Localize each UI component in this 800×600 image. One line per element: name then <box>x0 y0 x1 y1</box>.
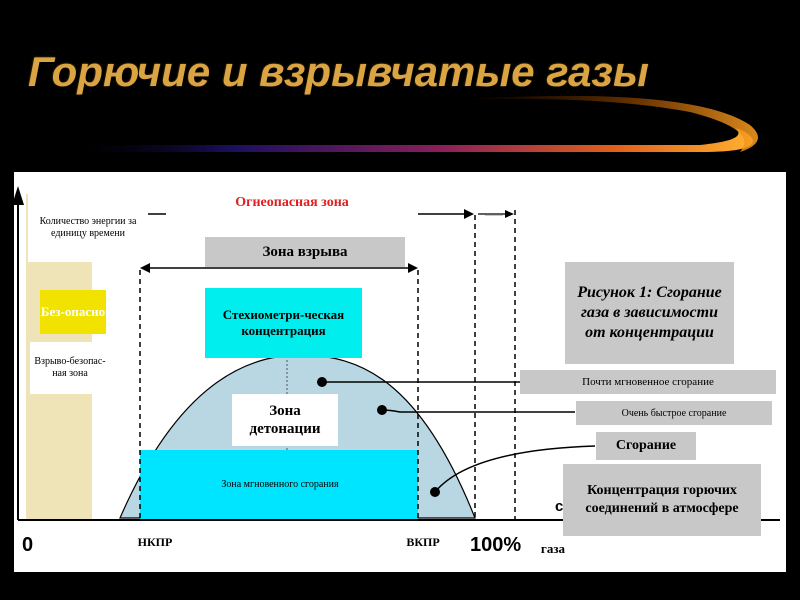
cut-letter: с <box>555 498 564 515</box>
legend-near-instant: Почти мгновенное сгорание <box>520 370 776 394</box>
nkpr-label: НКПР <box>124 530 186 554</box>
slide-title: Горючие и взрывчатые газы <box>28 48 649 95</box>
instant-zone-label: Зона мгновенного сгорания <box>221 478 339 490</box>
energy-label: Количество энергии за единицу времени <box>28 194 148 262</box>
explosion-safe-zone-label: Взрыво-безопас-ная зона <box>30 342 110 394</box>
stoichiometric-label: Стехиометри-ческая концентрация <box>205 288 362 358</box>
detonation-zone-label: Зона детонации <box>232 394 338 446</box>
vkpr-label: ВКПР <box>392 530 454 554</box>
fire-zone-label: Огнеопасная зона <box>166 188 418 218</box>
small-mark: ——— <box>485 213 503 219</box>
legend-combustion: Сгорание <box>596 432 696 460</box>
legend-very-fast: Очень быстрое сгорание <box>576 401 772 425</box>
explosion-zone-label: Зона взрыва <box>205 237 405 267</box>
axis-zero: 0 <box>22 534 34 556</box>
gas-label: газа <box>530 538 576 560</box>
y-axis-arrow <box>12 186 24 205</box>
safe-label: Без-опасно <box>40 290 106 334</box>
concentration-label: Концентрация горючих соединений в атмосфере <box>563 464 761 536</box>
axis-hundred: 100% <box>470 534 522 556</box>
figure-caption: Рисунок 1: Сгорание газа в зависимости от концентрации <box>565 262 734 364</box>
